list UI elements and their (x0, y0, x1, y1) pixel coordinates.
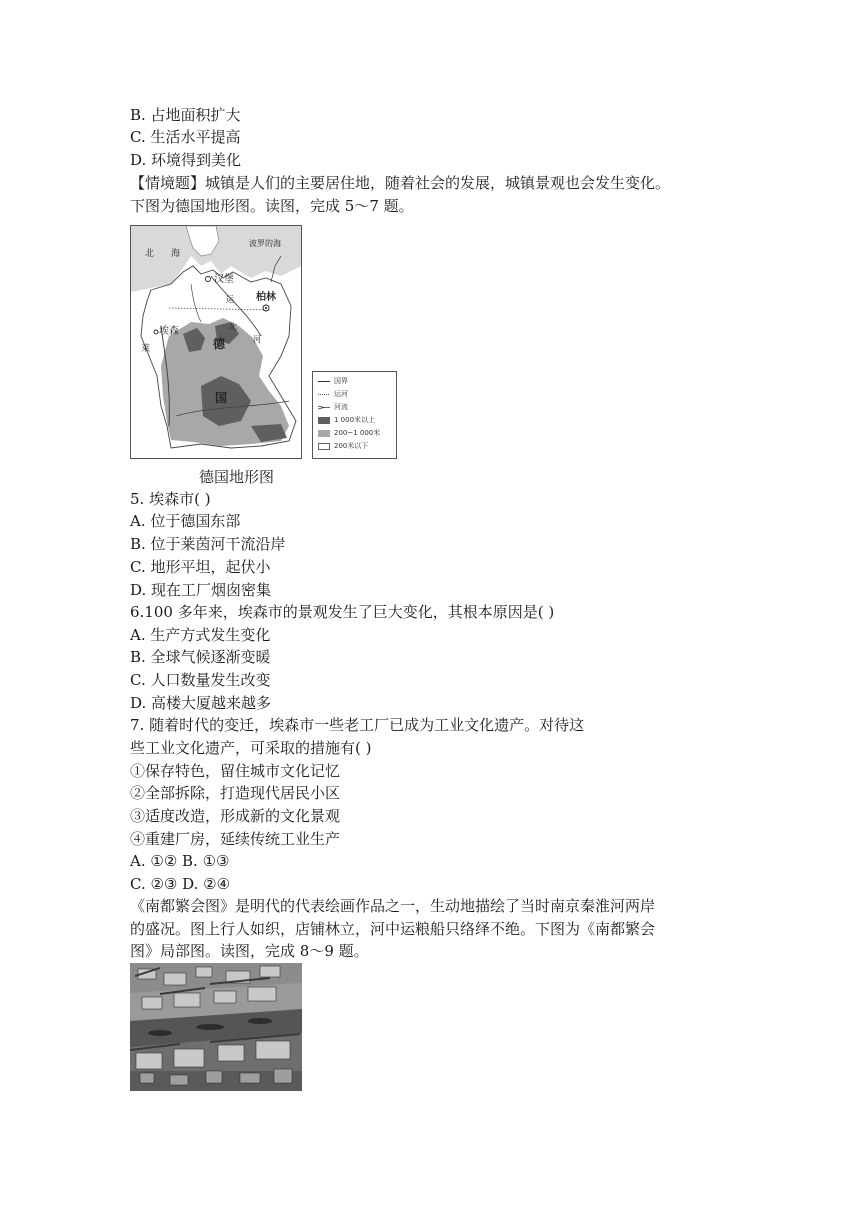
legend-canal-label: 运河 (334, 390, 348, 398)
label-berlin: 柏林 (256, 292, 276, 303)
q5-option-c: C. 地形平坦，起伏小 (130, 558, 271, 576)
map-legend (312, 371, 397, 459)
medium-fill-icon (318, 430, 330, 437)
label-hamburg: 汉堡 (214, 274, 234, 285)
canal-line-icon (318, 391, 330, 398)
essen-marker (154, 330, 158, 334)
berlin-dot (265, 307, 267, 309)
painting-drawing (130, 963, 302, 1091)
painting-intro-line-1: 《南都繁会图》是明代的代表绘画作品之一，生动地描绘了当时南京秦淮河两岸 (130, 897, 656, 915)
question-5: 5. 埃森市( ) (130, 490, 211, 508)
label-canal-bei: 北 (229, 322, 237, 331)
border-line-icon (318, 378, 330, 385)
question-6: 6.100 多年来，埃森市的景观发生了巨大变化，其根本原因是( ) (130, 603, 555, 621)
hamburg-marker (206, 277, 211, 282)
label-rhine: 莱 (141, 344, 151, 354)
q6-option-d: D. 高楼大厦越来越多 (130, 694, 272, 712)
river-line-icon (318, 404, 330, 411)
q7-statement-3: ③适度改造，形成新的文化景观 (130, 807, 341, 825)
map-drawing (131, 226, 301, 458)
q7-statement-1: ①保存特色，留住城市文化记忆 (130, 762, 341, 780)
map-caption: 德国地形图 (199, 468, 275, 486)
question-7-line-2: 些工业文化遗产，可采取的措施有( ) (130, 739, 372, 757)
q7-options-cd: C. ②③ D. ②④ (130, 875, 231, 893)
q5-option-b: B. 位于莱茵河干流沿岸 (130, 535, 286, 553)
label-de: 德 (213, 337, 226, 351)
painting-intro-line-2: 的盛况。图上行人如织，店铺林立，河中运粮船只络绎不绝。下图为《南都繁会 (130, 920, 656, 938)
label-guo: 国 (215, 391, 228, 405)
q6-option-c: C. 人口数量发生改变 (130, 671, 271, 689)
painting-intro-line-3: 图》局部图。读图，完成 8～9 题。 (130, 942, 369, 960)
legend-border (318, 376, 348, 386)
context-line-1: 【情境题】城镇是人们的主要居住地，随着社会的发展，城镇景观也会发生变化。 (130, 174, 671, 192)
question-7-line-1: 7. 随着时代的变迁，埃森市一些老工厂已成为工业文化遗产。对待这 (130, 716, 585, 734)
legend-high-label: 1 000米以上 (334, 416, 376, 424)
q5-option-a: A. 位于德国东部 (130, 512, 241, 530)
q6-option-b: B. 全球气候逐渐变暖 (130, 648, 271, 666)
legend-river-label: 河流 (334, 403, 348, 411)
legend-border-label: 国界 (334, 377, 348, 385)
label-canal-he: 河 (253, 335, 261, 344)
legend-canal (318, 389, 348, 399)
label-essen: 埃森 (159, 326, 179, 337)
legend-river (318, 402, 348, 412)
legend-high (318, 415, 375, 425)
label-canal-yun: 运 (226, 295, 234, 304)
q7-statement-4: ④重建厂房，延续传统工业生产 (130, 830, 341, 848)
dark-fill-icon (318, 417, 330, 424)
white-fill-icon (318, 443, 330, 450)
option-d-prev: D. 环境得到美化 (130, 151, 242, 169)
legend-low (318, 441, 368, 451)
nandu-fanhui-painting (130, 963, 302, 1091)
q6-option-a: A. 生产方式发生变化 (130, 626, 271, 644)
germany-terrain-map (130, 225, 302, 459)
legend-medium-label: 200~1 000米 (334, 429, 381, 437)
label-baltic-sea: 波罗的海 (249, 239, 281, 248)
legend-medium (318, 428, 380, 438)
q5-option-d: D. 现在工厂烟囱密集 (130, 581, 272, 599)
label-north-sea-2: 海 (171, 249, 181, 259)
legend-low-label: 200米以下 (334, 442, 369, 450)
context-line-2: 下图为德国地形图。读图，完成 5～7 题。 (130, 197, 414, 215)
q7-options-ab: A. ①② B. ①③ (130, 852, 230, 870)
label-north-sea-1: 北 (145, 249, 155, 259)
option-c-prev: C. 生活水平提高 (130, 128, 241, 146)
q7-statement-2: ②全部拆除，打造现代居民小区 (130, 784, 341, 802)
option-b-prev: B. 占地面积扩大 (130, 106, 241, 124)
